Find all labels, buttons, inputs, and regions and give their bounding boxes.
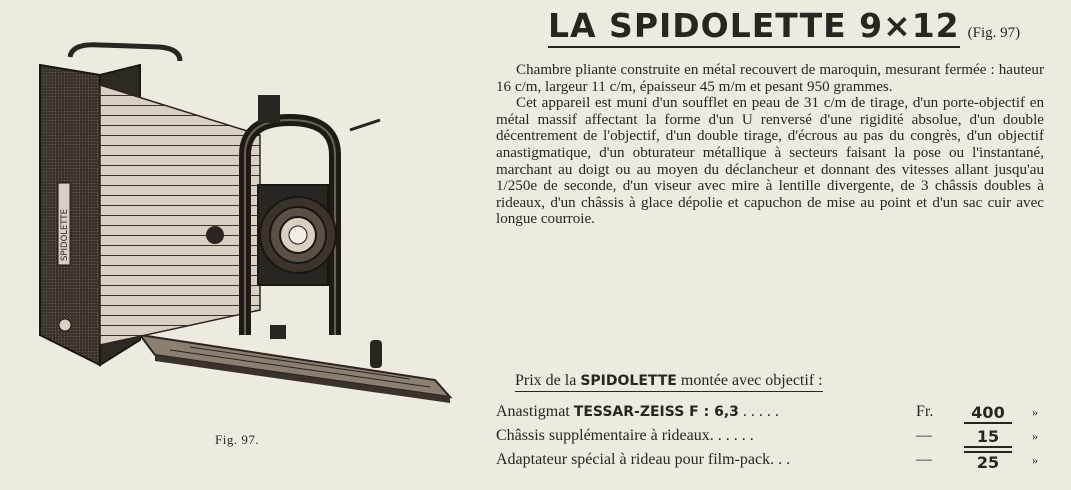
price-item <box>496 403 779 421</box>
description-paragraph-2: Cet appareil est muni d'un soufflet en peau de 31 c/m de tirage, d'un porte-objectif en métal massif affectant la forme d'un U renversé d'une rigidité absolue, d'un double décentrement de l'objectif, d'un double tirage, d'écrous au pas du congrès, d'un objectif anastigmatique, d'un obturateur métallique à secteurs faisant la pose ou l'instantané, marchant au doigt ou au moyen du déclancheur et donnant des vitesses allant jusqu'au 1/250e de seconde, d'un viseur avec mire à lentille divergente, de 3 châssis doubles à rideaux, d'un châssis à glace dépolie et capuchon de mise au point et d'un sac cuir avec longue courroie. <box>496 95 1044 228</box>
price-cents: » <box>1032 405 1038 419</box>
price-item <box>496 427 754 445</box>
description-paragraph-1: Chambre pliante construite en métal recouvert de maroquin, mesurant fermée : hauteur 16 c/m, largeur 11 c/m, épaisseur 45 m/m et pesant 950 grammes. <box>496 62 1044 95</box>
item-text: Anastigmat <box>496 403 570 420</box>
price-heading-pre: Prix de la <box>515 372 577 389</box>
item-text: Châssis supplémentaire à rideaux. <box>496 427 714 444</box>
item-dots: . . . . . <box>738 403 779 420</box>
price-currency: Fr. <box>916 403 934 420</box>
price-currency: — <box>916 451 932 468</box>
item-dots: . . . . . <box>713 427 754 444</box>
camera-drawing <box>30 35 470 410</box>
figure-reference: (Fig. 97) <box>967 25 1021 41</box>
price-cents: » <box>1032 453 1038 467</box>
item-text: Adaptateur spécial à rideau pour film-pack. <box>496 451 775 468</box>
price-amount: 25 <box>964 451 1012 472</box>
price-cents: » <box>1032 429 1038 443</box>
page-title <box>548 6 1020 50</box>
price-currency: — <box>916 427 932 444</box>
price-heading-post: montée avec objectif : <box>680 372 823 389</box>
camera-label: SPIDOLETTE <box>60 209 70 261</box>
price-row <box>496 451 1044 475</box>
item-model: TESSAR-ZEISS F : 6,3 <box>573 404 739 420</box>
price-heading-brand: SPIDOLETTE <box>580 373 677 389</box>
price-row <box>496 403 1044 427</box>
item-dots: . . <box>774 451 791 468</box>
price-row <box>496 427 1044 451</box>
price-heading <box>515 372 823 392</box>
product-description <box>496 62 1044 228</box>
price-amount: 15 <box>964 427 1012 448</box>
price-table <box>496 403 1044 475</box>
product-title: LA SPIDOLETTE 9×12 <box>548 6 960 48</box>
price-amount: 400 <box>964 403 1012 424</box>
camera-illustration <box>30 35 470 410</box>
price-item <box>496 451 790 469</box>
figure-caption: Fig. 97. <box>215 432 260 447</box>
